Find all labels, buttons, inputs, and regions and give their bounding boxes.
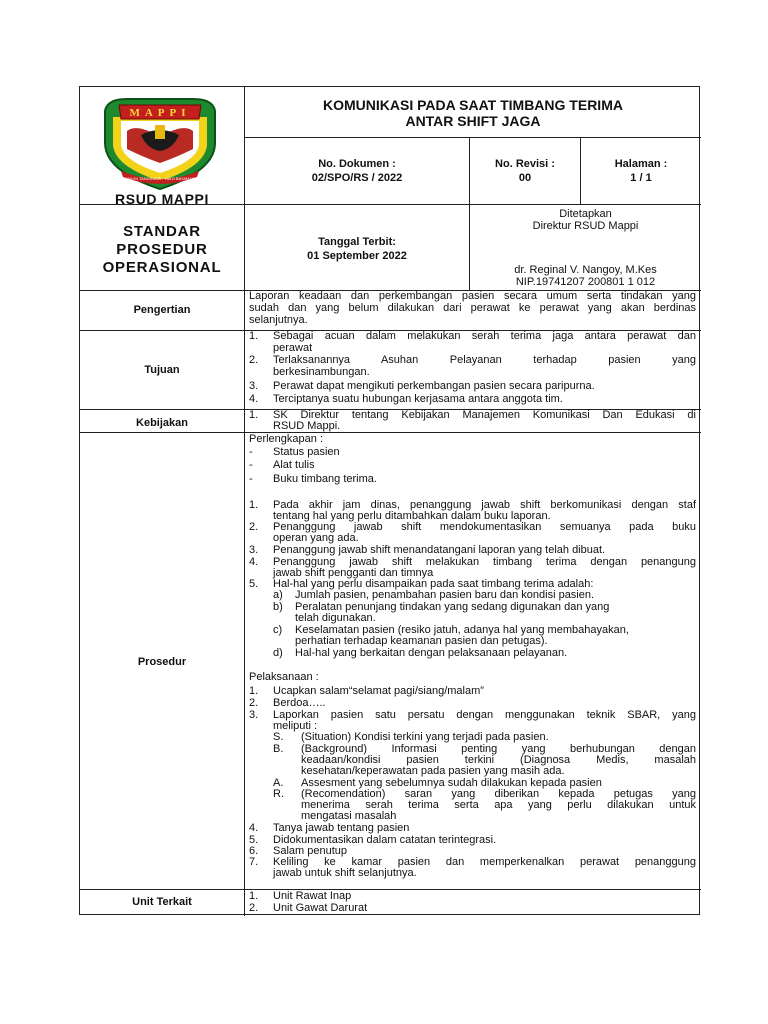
sop-table [79,86,700,915]
title-line-2: ANTAR SHIFT JAGA [405,113,541,129]
row-divider [80,432,701,433]
list-item: b) Peralatan penunjang tindakan yang sedang digunakan dan yang [273,601,610,613]
svg-text:UNUGI TANGKUDA - TAKO BAYAMAN: UNUGI TANGKUDA - TAKO BAYAMAN [125,176,195,181]
list-item: 2. Penanggung jawab shift mendokumentasikan semuanya pada buku [249,521,696,533]
approval-block [470,208,701,232]
list-item: 3. Penanggung jawab shift menandatangani laporan yang telah dibuat. [249,544,606,556]
hospital-logo [97,91,223,191]
prosedur-content: Perlengkapan : - Status pasien - Alat tulis - Buku timbang terima. 1. Pada akhir jam dinas, penanggung jawab shift berkomunikasi dengan staf tentang hal yang perlu ditambahkan dalam buku laporan. 2. Penanggung jawab shift mendokumentasikan semuanya pada buku operan yang ada. 3. Penanggung jawab shift menandatangani laporan yang telah dibuat. 4. Penanggung jawab shift melakukan timbang terima dengan penangung jawab shift pengganti dan timnya 5. Hal-hal yang perlu disampaikan pada saat timbang terima adalah: a) Jumlah pasien, penambahan pasien baru dan kondisi pasien. b) Peralatan penunjang tindakan yang sedang digunakan dan yang telah digunakan. c) Keselamatan pasien (resiko jatuh, adanya hal yang membahayakan, perhatian terhadap keamanan pasien dan petugas). d) Hal-hal yang berkaitan dengan pelaksanaan pelayanan. Pelaksanaan : 1. Ucapkan salam“selamat pagi/siang/malam” 2. Berdoa….. 3. Laporkan pasien satu persatu dengan menggunakan teknik SBAR, yang meliputi : S. (Situation) Kondisi terkini yang terjadi pada pasien. B. (Background) Informasi penting yang berhubungan dengan keadaan/kondisi pasien terkini (Diagnosa Medis, masalah kesehatan/keperawatan pada pasien yang masih ada. A. Assesment yang sebelumnya sudah dilakukan kepada pasien R. (Recomendation) saran yang diberikan kepada petugas yang menerima serah terima serta apa yang perlu dilakukan untuk mengatasi masalah 4. Tanya jawab tentang pasien 5. Didokumentasikan dalam catatan terintegrasi. 6. Salam penutup 7. Keliling ke kamar pasien dan memperkenalkan perawat penanggung jawab untuk shift selanjutnya. [249,433,696,879]
unit-terkait-list [249,891,696,915]
pengertian-text: Laporan keadaan dan perkembangan pasien secara umum serta tindakan yang sudah dan yang belum dilakukan dari perawat ke perawat yang akan berdinas selanjutnya. [249,290,696,326]
list-item: 4. Tanya jawab tentang pasien [249,822,410,834]
list-item: 6. Salam penutup [249,845,347,857]
document-number-label: No. Dokumen : [318,158,396,170]
issue-date-value: 01 September 2022 [307,250,407,262]
document-number-cell [245,158,469,184]
list-item: d) Hal-hal yang berkaitan dengan pelaksanaan pelayanan. [273,647,568,659]
sop-title: STANDAR PROSEDUR OPERASIONAL [102,223,222,276]
row-divider [80,889,701,890]
list-item: 7. Keliling ke kamar pasien dan memperkenalkan perawat penanggung [249,856,696,868]
pelaksanaan-title: Pelaksanaan : [249,671,319,683]
tujuan-list: 1. Sebagai acuan dalam melakukan serah terima jaga antara perawat dan perawat 2. Terlaksanannya Asuhan Pelayanan terhadap pasien yang berkesinambungan. 3. Perawat dapat mengikuti perkembangan pasien secara paripurna. 4. Terciptanya suatu hubungan kerjasama antara anggota tim. [249,330,696,405]
list-item: 1. Unit Rawat Inap [249,890,352,902]
list-item: - Buku timbang terima. [249,473,377,485]
hospital-name: RSUD MAPPI [115,191,209,207]
list-item: 1. Pada akhir jam dinas, penanggung jawab shift berkomunikasi dengan staf [249,499,696,511]
list-item: 2. Berdoa….. [249,697,326,709]
list-item: 5. Didokumentasikan dalam catatan terintegrasi. [249,834,497,846]
unit-terkait-label: Unit Terkait [132,896,192,908]
list-item: R. (Recomendation) saran yang diberikan kepada petugas yang [273,788,696,800]
perlengkapan-title: Perlengkapan : [249,433,323,445]
kebijakan-list: 1. SK Direktur tentang Kebijakan Manajemen Komunikasi Dan Edukasi di RSUD Mappi. [249,409,696,432]
list-item: c) Keselamatan pasien (resiko jatuh, adanya hal yang membahayakan, [273,624,629,636]
list-item: 3. Perawat dapat mengikuti perkembangan pasien secara paripurna. [249,380,595,392]
issue-date-label: Tanggal Terbit: [318,236,396,248]
list-item: 2. Terlaksanannya Asuhan Pelayanan terhadap pasien yang [249,354,696,366]
tujuan-label: Tujuan [144,364,180,376]
signer-name: dr. Reginal V. Nangoy, M.Kes [514,264,657,276]
row-divider [244,137,701,138]
list-item: 4. Penanggung jawab shift melakukan timbang terima dengan penangung [249,556,696,568]
approval-line-2: Direktur RSUD Mappi [532,220,639,232]
prosedur-label: Prosedur [137,656,187,668]
list-item: B. (Background) Informasi penting yang berhubungan dengan [273,743,696,755]
approval-line-1: Ditetapkan [559,208,612,220]
issue-date-cell [245,236,469,262]
page-value: 1 / 1 [630,172,652,184]
page-label: Halaman : [614,158,668,170]
document-title [245,97,701,129]
revision-cell [470,158,580,184]
list-item: - Alat tulis [249,459,315,471]
signer-block [470,264,701,288]
list-item: 1. SK Direktur tentang Kebijakan Manajemen Komunikasi Dan Edukasi di [249,409,696,421]
svg-text:MAPPI: MAPPI [129,107,191,119]
revision-value: 00 [518,172,532,184]
list-item: 5. Hal-hal yang perlu disampaikan pada saat timbang terima adalah: [249,578,594,590]
signer-nip: NIP.19741207 200801 1 012 [515,276,656,288]
list-item: A. Assesment yang sebelumnya sudah dilakukan kepada pasien [273,777,602,789]
column-divider [244,87,245,916]
list-item: 3. Laporkan pasien satu persatu dengan menggunakan teknik SBAR, yang [249,709,696,721]
page-cell [581,158,701,184]
list-item: 1. Ucapkan salam“selamat pagi/siang/malam” [249,685,484,697]
revision-label: No. Revisi : [495,158,555,170]
list-item: 4. Terciptanya suatu hubungan kerjasama antara anggota tim. [249,393,563,405]
list-item: 2. Unit Gawat Darurat [249,902,368,914]
document-number-value: 02/SPO/RS / 2022 [311,172,403,184]
list-item: 1. Sebagai acuan dalam melakukan serah terima jaga antara perawat dan [249,330,696,342]
list-item: S. (Situation) Kondisi terkini yang terjadi pada pasien. [273,731,549,743]
kebijakan-label: Kebijakan [136,417,188,429]
list-item: - Status pasien [249,446,340,458]
pengertian-label: Pengertian [133,304,191,316]
list-item: a) Jumlah pasien, penambahan pasien baru dan kondisi pasien. [273,589,595,601]
title-line-1: KOMUNIKASI PADA SAAT TIMBANG TERIMA [323,97,623,113]
